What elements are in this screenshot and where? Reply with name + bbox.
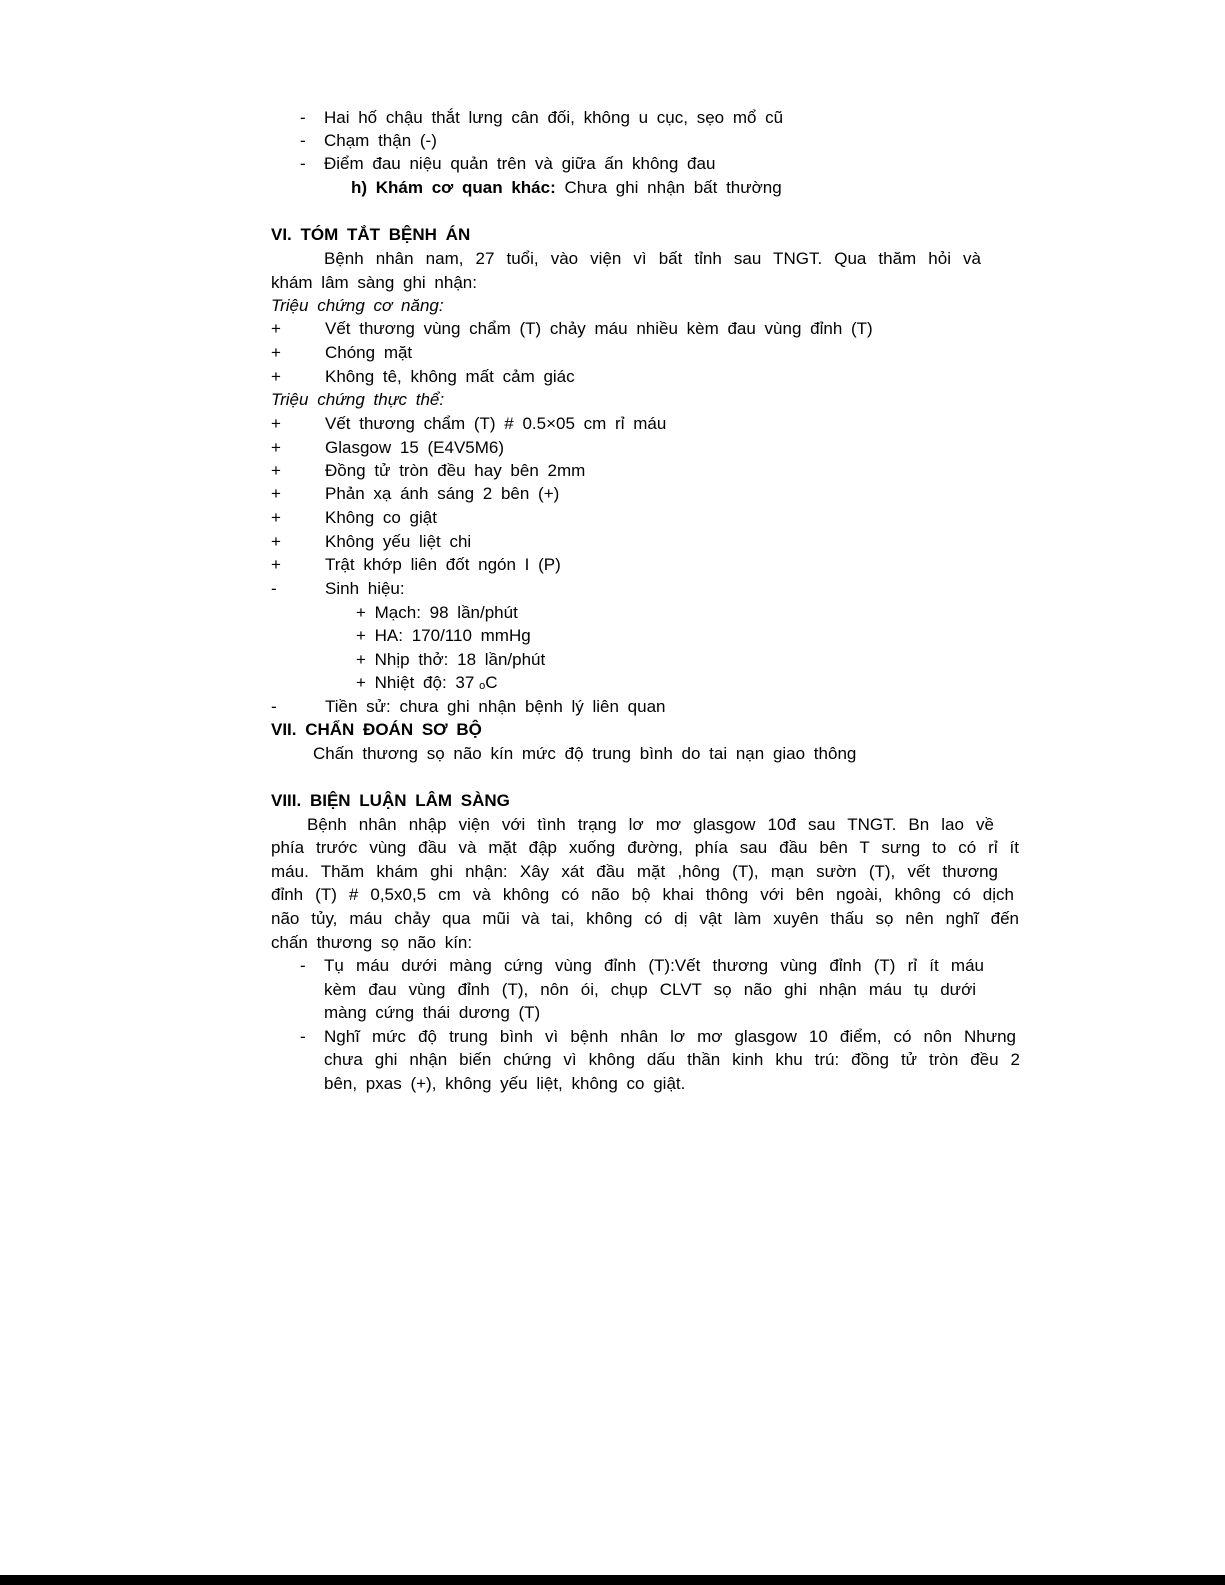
reasoning-line: đỉnh (T) # 0,5x0,5 cm và không có não bộ khai thông với bên ngoài, không có dịch <box>271 885 1014 904</box>
history-line: - Tiền sử: chưa ghi nhận bệnh lý liên quan <box>271 697 666 716</box>
vital-sign-temp: + Nhiệt độ: 37 $_o$C <box>356 673 498 692</box>
other-organs-line <box>351 177 782 199</box>
diagnosis-text: Chấn thương sọ não kín mức độ trung bình do tai nạn giao thông <box>313 744 857 763</box>
summary-intro-line: Bệnh nhân nam, 27 tuổi, vào viện vì bất tỉnh sau TNGT. Qua thăm hỏi và <box>324 249 981 268</box>
section-heading-diagnosis: VII. CHẨN ĐOÁN SƠ BỘ <box>271 720 482 739</box>
reasoning-bullet-line: kèm đau vùng đỉnh (T), nôn ói, chụp CLVT sọ não ghi nhận máu tụ dưới <box>324 980 976 999</box>
list-item: + Vết thương chẩm (T) # 0.5×05 cm rỉ máu <box>271 414 667 433</box>
list-item: - Hai hố chậu thắt lưng cân đối, không u cục, sẹo mổ cũ <box>300 108 784 127</box>
dash-marker: - <box>300 108 306 127</box>
list-item: - Chạm thận (-) <box>300 131 437 150</box>
reasoning-bullet-line: Tụ máu dưới màng cứng vùng đỉnh (T):Vết thương vùng đỉnh (T) rỉ ít máu <box>324 956 984 975</box>
reasoning-line: Bệnh nhân nhập viện với tình trạng lơ mơ glasgow 10đ sau TNGT. Bn lao về <box>307 815 994 834</box>
list-item: + Không co giật <box>271 508 437 527</box>
section-heading-reasoning: VIII. BIỆN LUẬN LÂM SÀNG <box>271 791 510 810</box>
vital-sign-bp: + HA: 170/110 mmHg <box>356 626 531 645</box>
other-organs-value: Chưa ghi nhận bất thường <box>564 178 782 197</box>
summary-intro-line: khám lâm sàng ghi nhận: <box>271 273 477 292</box>
reasoning-line: máu. Thăm khám ghi nhận: Xây xát đầu mặt ,hông (T), mạn sườn (T), vết thương <box>271 862 998 881</box>
list-item: + Chóng mặt <box>271 343 413 362</box>
list-item: - Điểm đau niệu quản trên và giữa ấn không đau <box>300 154 716 173</box>
dash-marker: - <box>300 131 306 150</box>
vitals-label: - Sinh hiệu: <box>271 579 405 598</box>
other-organs-label: h) Khám cơ quan khác: <box>351 178 556 197</box>
bullet-dash: - <box>300 956 306 975</box>
bullet-dash: - <box>300 1027 306 1046</box>
list-item: + Không yếu liệt chi <box>271 532 472 551</box>
list-item: + Phản xạ ánh sáng 2 bên (+) <box>271 484 560 503</box>
vital-sign-pulse: + Mạch: 98 lần/phút <box>356 603 518 622</box>
reasoning-bullet-line: bên, pxas (+), không yếu liệt, không co giật. <box>324 1074 686 1093</box>
section-heading-summary: VI. TÓM TẮT BỆNH ÁN <box>271 225 471 244</box>
page-bottom-border <box>0 1575 1225 1585</box>
list-item: + Đồng tử tròn đều hay bên 2mm <box>271 461 586 480</box>
dash-marker: - <box>300 154 306 173</box>
vital-sign-resp: + Nhịp thở: 18 lần/phút <box>356 650 546 669</box>
reasoning-line: não tủy, máu chảy qua mũi và tai, không có dị vật làm xuyên thấu sọ nên nghĩ đến <box>271 909 1019 928</box>
list-item: + Glasgow 15 (E4V5M6) <box>271 438 505 457</box>
physical-signs-label: Triệu chứng thực thể: <box>271 390 445 409</box>
functional-symptoms-label: Triệu chứng cơ năng: <box>271 296 444 315</box>
reasoning-bullet-line: Nghĩ mức độ trung bình vì bệnh nhân lơ mơ glasgow 10 điểm, có nôn Nhưng <box>324 1027 1016 1046</box>
list-item: + Không tê, không mất cảm giác <box>271 367 575 386</box>
reasoning-bullet-line: màng cứng thái dương (T) <box>324 1003 541 1022</box>
reasoning-bullet-line: chưa ghi nhận biến chứng vì không dấu thần kinh khu trú: đồng tử tròn đều 2 <box>324 1050 1020 1069</box>
reasoning-line: chấn thương sọ não kín: <box>271 933 473 952</box>
reasoning-line: phía trước vùng đầu và mặt đập xuống đường, phía sau đầu bên T sưng to có rỉ ít <box>271 838 1019 857</box>
list-item: + Vết thương vùng chẩm (T) chảy máu nhiều kèm đau vùng đỉnh (T) <box>271 319 873 338</box>
list-item: + Trật khớp liên đốt ngón I (P) <box>271 555 561 574</box>
